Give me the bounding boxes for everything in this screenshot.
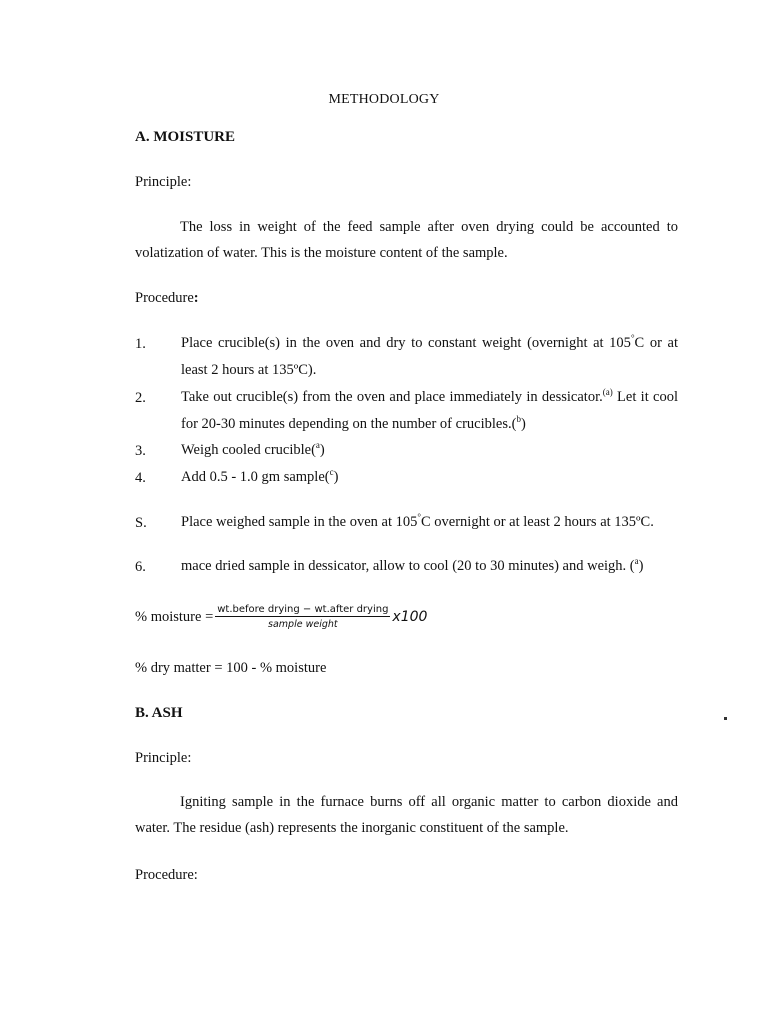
principle-text-ash-content: Igniting sample in the furnace burns off all organic matter to carbon dioxide and water. The residue (ash) represents the inorganic constituent of the sample. xyxy=(135,794,678,836)
step-text-part: Place crucible(s) in the oven and dry to constant weight (overnight at 105 xyxy=(181,335,631,351)
step-superscript: a xyxy=(634,556,639,567)
step-text xyxy=(181,330,678,384)
procedure-label-colon: : xyxy=(193,290,199,306)
step-text xyxy=(181,509,678,536)
step-text-part: ) xyxy=(520,416,526,432)
step-number: 3. xyxy=(135,443,146,459)
step-superscript: (a) xyxy=(602,387,613,398)
step-superscript: a xyxy=(315,440,320,451)
principle-label-moisture: Principle: xyxy=(135,174,192,190)
step-text-part: mace dried sample in dessicator, allow to cool (20 to 30 minutes) and weigh. ( xyxy=(181,558,635,574)
step-text-part: Place weighed sample in the oven at 105 xyxy=(181,514,418,530)
step-number: S. xyxy=(135,515,147,531)
formula-fraction xyxy=(215,604,390,630)
step-text-part: Weigh cooled crucible( xyxy=(181,442,316,458)
step-text-part: Take out crucible(s) from the oven and place immediately in dessicator. xyxy=(181,389,603,405)
step-number: 2. xyxy=(135,390,146,406)
step-text-part: Add 0.5 - 1.0 gm sample( xyxy=(181,469,330,485)
section-heading-moisture: A. MOISTURE xyxy=(135,129,236,145)
formula-lhs: % moisture = xyxy=(135,608,214,625)
step-text xyxy=(181,384,678,438)
formula-denominator: sample weight xyxy=(268,619,338,630)
formula-numerator: wt.before drying − wt.after drying xyxy=(217,604,389,615)
procedure-label-ash: Procedure: xyxy=(135,867,198,883)
step-superscript: ° xyxy=(417,512,421,523)
scan-speck xyxy=(724,717,727,720)
step-text xyxy=(181,464,678,491)
step-text xyxy=(181,553,678,580)
section-heading-ash: B. ASH xyxy=(135,705,183,721)
step-text-part: Let it cool for 20-30 minutes depending on the number of crucibles.( xyxy=(181,389,678,432)
principle-text-ash xyxy=(135,789,678,841)
step-text-part: C overnight or at least 2 hours at 135ºC. xyxy=(420,514,654,530)
step-superscript: ° xyxy=(630,333,635,344)
step-text-part: ) xyxy=(638,558,644,574)
step-text-part: ) xyxy=(333,469,339,485)
step-number: 4. xyxy=(135,470,146,486)
step-superscript: b xyxy=(516,414,521,425)
step-text-part: C or at least 2 hours at 135ºC). xyxy=(181,335,678,378)
step-number: 6. xyxy=(135,559,146,575)
step-text xyxy=(181,437,678,464)
step-text-part: ) xyxy=(319,442,325,458)
procedure-label-text: Procedure xyxy=(135,290,194,306)
step-number: 1. xyxy=(135,336,146,352)
page-title: METHODOLOGY xyxy=(328,92,440,107)
moisture-formula xyxy=(135,604,427,630)
principle-text-moisture xyxy=(135,214,678,266)
procedure-label-moisture xyxy=(135,290,199,307)
formula-multiplier: x100 xyxy=(392,609,428,625)
step-superscript: c xyxy=(329,467,334,478)
principle-text-moisture-content: The loss in weight of the feed sample after oven drying could be accounted to volatization of water. This is the moisture content of the sample. xyxy=(135,219,678,261)
dry-matter-formula: % dry matter = 100 - % moisture xyxy=(135,660,327,676)
principle-label-ash: Principle: xyxy=(135,750,192,766)
